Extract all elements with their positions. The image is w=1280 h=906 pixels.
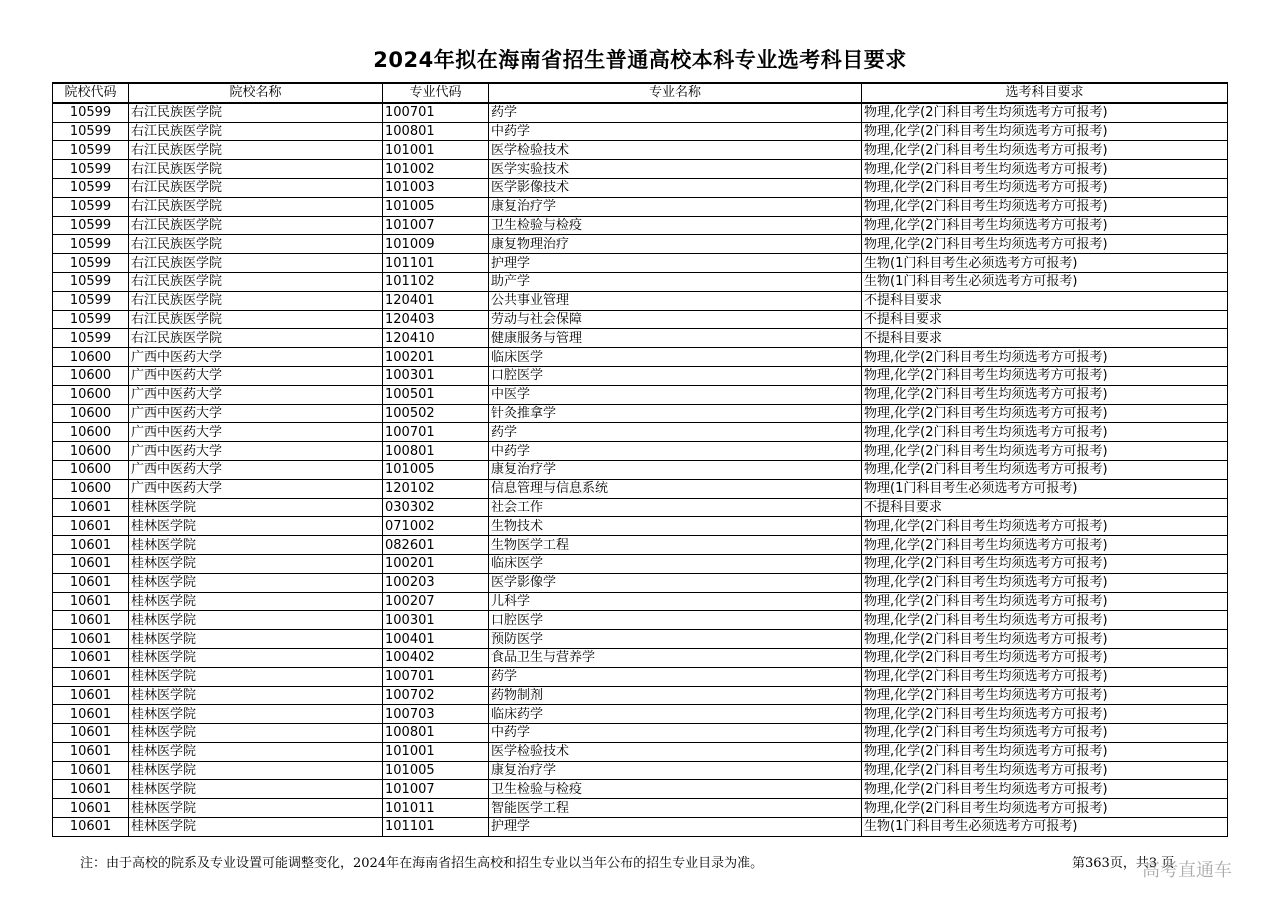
- major-code-cell: 100701: [383, 103, 489, 122]
- table-row: [53, 818, 1228, 837]
- school-code-cell: 10601: [53, 498, 129, 517]
- major-name-cell: 口腔医学: [489, 366, 862, 385]
- school-code-cell: 10600: [53, 385, 129, 404]
- major-name-cell: 社会工作: [489, 498, 862, 517]
- major-name-cell: 医学检验技术: [489, 141, 862, 160]
- school-name-cell: 桂林医学院: [129, 517, 383, 536]
- table-body: [53, 103, 1228, 837]
- major-name-cell: 中医学: [489, 385, 862, 404]
- requirement-cell: 物理,化学(2门科目考生均须选考方可报考): [862, 667, 1228, 686]
- table-row: [53, 573, 1228, 592]
- school-name-cell: 桂林医学院: [129, 554, 383, 573]
- school-code-cell: 10601: [53, 724, 129, 743]
- table-row: [53, 254, 1228, 273]
- major-code-cell: 100301: [383, 611, 489, 630]
- major-code-cell: 100401: [383, 630, 489, 649]
- school-code-cell: 10599: [53, 310, 129, 329]
- major-name-cell: 药学: [489, 667, 862, 686]
- table-row: [53, 686, 1228, 705]
- school-name-cell: 桂林医学院: [129, 630, 383, 649]
- school-name-cell: 右江民族医学院: [129, 197, 383, 216]
- major-code-cell: 101002: [383, 160, 489, 179]
- school-code-cell: 10601: [53, 517, 129, 536]
- school-code-cell: 10601: [53, 705, 129, 724]
- table-row: [53, 554, 1228, 573]
- school-code-cell: 10601: [53, 592, 129, 611]
- school-name-cell: 右江民族医学院: [129, 272, 383, 291]
- table-row: [53, 329, 1228, 348]
- major-name-cell: 药学: [489, 423, 862, 442]
- school-code-cell: 10601: [53, 667, 129, 686]
- major-name-cell: 信息管理与信息系统: [489, 479, 862, 498]
- requirement-cell: 物理,化学(2门科目考生均须选考方可报考): [862, 686, 1228, 705]
- major-name-cell: 康复治疗学: [489, 761, 862, 780]
- major-code-cell: 101005: [383, 761, 489, 780]
- major-name-cell: 劳动与社会保障: [489, 310, 862, 329]
- school-code-cell: 10600: [53, 404, 129, 423]
- table-row: [53, 272, 1228, 291]
- major-code-cell: 100301: [383, 366, 489, 385]
- table-row: [53, 648, 1228, 667]
- major-name-cell: 卫生检验与检疫: [489, 216, 862, 235]
- school-code-cell: 10600: [53, 460, 129, 479]
- requirement-cell: 不提科目要求: [862, 291, 1228, 310]
- requirement-cell: 物理,化学(2门科目考生均须选考方可报考): [862, 141, 1228, 160]
- school-code-cell: 10600: [53, 442, 129, 461]
- school-code-cell: 10599: [53, 272, 129, 291]
- requirement-cell: 物理,化学(2门科目考生均须选考方可报考): [862, 611, 1228, 630]
- school-name-cell: 桂林医学院: [129, 498, 383, 517]
- school-code-cell: 10601: [53, 686, 129, 705]
- major-code-cell: 100701: [383, 667, 489, 686]
- requirement-cell: 物理,化学(2门科目考生均须选考方可报考): [862, 122, 1228, 141]
- school-name-cell: 广西中医药大学: [129, 348, 383, 367]
- major-code-cell: 101003: [383, 178, 489, 197]
- school-name-cell: 广西中医药大学: [129, 404, 383, 423]
- school-code-cell: 10600: [53, 479, 129, 498]
- major-name-cell: 健康服务与管理: [489, 329, 862, 348]
- school-name-cell: 桂林医学院: [129, 742, 383, 761]
- major-code-cell: 100801: [383, 122, 489, 141]
- table-row: [53, 103, 1228, 122]
- major-name-cell: 卫生检验与检疫: [489, 780, 862, 799]
- table-row: [53, 536, 1228, 555]
- school-code-cell: 10599: [53, 141, 129, 160]
- school-name-cell: 桂林医学院: [129, 818, 383, 837]
- school-name-cell: 广西中医药大学: [129, 366, 383, 385]
- school-name-cell: 桂林医学院: [129, 705, 383, 724]
- requirement-cell: 物理,化学(2门科目考生均须选考方可报考): [862, 404, 1228, 423]
- school-code-cell: 10599: [53, 291, 129, 310]
- table-row: [53, 310, 1228, 329]
- table-row: [53, 216, 1228, 235]
- requirement-cell: 生物(1门科目考生必须选考方可报考): [862, 254, 1228, 273]
- school-code-cell: 10601: [53, 611, 129, 630]
- requirement-cell: 生物(1门科目考生必须选考方可报考): [862, 272, 1228, 291]
- school-code-cell: 10601: [53, 761, 129, 780]
- school-name-cell: 桂林医学院: [129, 592, 383, 611]
- table-row: [53, 592, 1228, 611]
- school-code-cell: 10601: [53, 554, 129, 573]
- major-name-cell: 中药学: [489, 442, 862, 461]
- table-row: [53, 667, 1228, 686]
- school-name-cell: 桂林医学院: [129, 780, 383, 799]
- major-name-cell: 临床药学: [489, 705, 862, 724]
- major-code-cell: 101011: [383, 799, 489, 818]
- requirement-cell: 不提科目要求: [862, 329, 1228, 348]
- school-code-cell: 10599: [53, 197, 129, 216]
- school-code-cell: 10599: [53, 216, 129, 235]
- school-name-cell: 桂林医学院: [129, 648, 383, 667]
- major-code-cell: 101001: [383, 141, 489, 160]
- page-title: 2024年拟在海南省招生普通高校本科专业选考科目要求: [373, 48, 907, 72]
- header-subject-requirement: 选考科目要求: [862, 83, 1228, 103]
- school-name-cell: 右江民族医学院: [129, 122, 383, 141]
- requirement-cell: 物理,化学(2门科目考生均须选考方可报考): [862, 705, 1228, 724]
- school-name-cell: 右江民族医学院: [129, 216, 383, 235]
- requirement-cell: 物理,化学(2门科目考生均须选考方可报考): [862, 648, 1228, 667]
- school-name-cell: 右江民族医学院: [129, 310, 383, 329]
- school-code-cell: 10601: [53, 573, 129, 592]
- school-code-cell: 10601: [53, 630, 129, 649]
- major-code-cell: 100701: [383, 423, 489, 442]
- major-name-cell: 药物制剂: [489, 686, 862, 705]
- major-code-cell: 100702: [383, 686, 489, 705]
- table-row: [53, 611, 1228, 630]
- school-name-cell: 广西中医药大学: [129, 479, 383, 498]
- major-name-cell: 中药学: [489, 122, 862, 141]
- footer-note: 注：由于高校的院系及专业设置可能调整变化，2024年在海南省招生高校和招生专业以当年公布的招生专业目录为准。: [80, 856, 764, 871]
- school-name-cell: 广西中医药大学: [129, 423, 383, 442]
- table-row: [53, 517, 1228, 536]
- school-name-cell: 右江民族医学院: [129, 141, 383, 160]
- major-name-cell: 药学: [489, 103, 862, 122]
- requirement-cell: 物理,化学(2门科目考生均须选考方可报考): [862, 592, 1228, 611]
- requirement-cell: 物理,化学(2门科目考生均须选考方可报考): [862, 724, 1228, 743]
- school-name-cell: 桂林医学院: [129, 611, 383, 630]
- major-code-cell: 082601: [383, 536, 489, 555]
- header-school-name: 院校名称: [129, 83, 383, 103]
- table-header-row: [53, 83, 1228, 103]
- major-code-cell: 100201: [383, 554, 489, 573]
- school-code-cell: 10599: [53, 160, 129, 179]
- header-school-code: 院校代码: [53, 83, 129, 103]
- requirement-cell: 物理,化学(2门科目考生均须选考方可报考): [862, 103, 1228, 122]
- requirement-cell: 物理,化学(2门科目考生均须选考方可报考): [862, 554, 1228, 573]
- major-code-cell: 120102: [383, 479, 489, 498]
- major-code-cell: 100801: [383, 724, 489, 743]
- school-name-cell: 广西中医药大学: [129, 385, 383, 404]
- major-code-cell: 100402: [383, 648, 489, 667]
- requirement-cell: 物理(1门科目考生必须选考方可报考): [862, 479, 1228, 498]
- requirement-cell: 物理,化学(2门科目考生均须选考方可报考): [862, 799, 1228, 818]
- major-name-cell: 公共事业管理: [489, 291, 862, 310]
- major-code-cell: 101005: [383, 197, 489, 216]
- table-row: [53, 122, 1228, 141]
- table-row: [53, 348, 1228, 367]
- requirement-cell: 物理,化学(2门科目考生均须选考方可报考): [862, 460, 1228, 479]
- table-row: [53, 178, 1228, 197]
- major-code-cell: 071002: [383, 517, 489, 536]
- school-code-cell: 10599: [53, 122, 129, 141]
- requirement-cell: 物理,化学(2门科目考生均须选考方可报考): [862, 423, 1228, 442]
- major-code-cell: 120403: [383, 310, 489, 329]
- table-row: [53, 799, 1228, 818]
- table-row: [53, 442, 1228, 461]
- requirement-cell: 物理,化学(2门科目考生均须选考方可报考): [862, 573, 1228, 592]
- major-name-cell: 医学影像技术: [489, 178, 862, 197]
- major-code-cell: 101001: [383, 742, 489, 761]
- requirement-cell: 物理,化学(2门科目考生均须选考方可报考): [862, 160, 1228, 179]
- major-code-cell: 101101: [383, 818, 489, 837]
- major-name-cell: 食品卫生与营养学: [489, 648, 862, 667]
- school-name-cell: 广西中医药大学: [129, 442, 383, 461]
- major-code-cell: 100502: [383, 404, 489, 423]
- major-code-cell: 120401: [383, 291, 489, 310]
- table-row: [53, 366, 1228, 385]
- table-row: [53, 498, 1228, 517]
- major-name-cell: 护理学: [489, 818, 862, 837]
- requirement-cell: 物理,化学(2门科目考生均须选考方可报考): [862, 742, 1228, 761]
- requirement-cell: 物理,化学(2门科目考生均须选考方可报考): [862, 178, 1228, 197]
- requirement-cell: 物理,化学(2门科目考生均须选考方可报考): [862, 630, 1228, 649]
- requirement-cell: 物理,化学(2门科目考生均须选考方可报考): [862, 385, 1228, 404]
- school-name-cell: 右江民族医学院: [129, 329, 383, 348]
- requirement-cell: 物理,化学(2门科目考生均须选考方可报考): [862, 517, 1228, 536]
- major-code-cell: 100207: [383, 592, 489, 611]
- school-code-cell: 10600: [53, 423, 129, 442]
- major-name-cell: 生物医学工程: [489, 536, 862, 555]
- table-row: [53, 235, 1228, 254]
- school-code-cell: 10599: [53, 329, 129, 348]
- table-row: [53, 291, 1228, 310]
- table-row: [53, 385, 1228, 404]
- table-row: [53, 630, 1228, 649]
- major-code-cell: 101009: [383, 235, 489, 254]
- table-row: [53, 724, 1228, 743]
- school-name-cell: 桂林医学院: [129, 799, 383, 818]
- school-code-cell: 10601: [53, 799, 129, 818]
- school-code-cell: 10599: [53, 103, 129, 122]
- requirement-cell: 物理,化学(2门科目考生均须选考方可报考): [862, 442, 1228, 461]
- requirement-cell: 物理,化学(2门科目考生均须选考方可报考): [862, 235, 1228, 254]
- school-name-cell: 桂林医学院: [129, 686, 383, 705]
- major-code-cell: 100201: [383, 348, 489, 367]
- school-code-cell: 10599: [53, 254, 129, 273]
- school-name-cell: 桂林医学院: [129, 573, 383, 592]
- page-number: 第363页，共3 页: [1072, 856, 1175, 871]
- major-name-cell: 康复物理治疗: [489, 235, 862, 254]
- major-code-cell: 100801: [383, 442, 489, 461]
- major-name-cell: 医学检验技术: [489, 742, 862, 761]
- school-name-cell: 桂林医学院: [129, 761, 383, 780]
- school-name-cell: 右江民族医学院: [129, 254, 383, 273]
- major-name-cell: 中药学: [489, 724, 862, 743]
- table-row: [53, 423, 1228, 442]
- major-name-cell: 预防医学: [489, 630, 862, 649]
- major-code-cell: 101007: [383, 216, 489, 235]
- school-code-cell: 10601: [53, 648, 129, 667]
- school-name-cell: 右江民族医学院: [129, 160, 383, 179]
- major-code-cell: 101102: [383, 272, 489, 291]
- school-name-cell: 桂林医学院: [129, 536, 383, 555]
- school-code-cell: 10601: [53, 818, 129, 837]
- school-code-cell: 10599: [53, 178, 129, 197]
- major-code-cell: 101005: [383, 460, 489, 479]
- school-code-cell: 10600: [53, 366, 129, 385]
- requirement-cell: 物理,化学(2门科目考生均须选考方可报考): [862, 780, 1228, 799]
- school-code-cell: 10599: [53, 235, 129, 254]
- requirement-cell: 物理,化学(2门科目考生均须选考方可报考): [862, 761, 1228, 780]
- table-row: [53, 705, 1228, 724]
- school-name-cell: 右江民族医学院: [129, 178, 383, 197]
- requirement-cell: 物理,化学(2门科目考生均须选考方可报考): [862, 216, 1228, 235]
- major-code-cell: 030302: [383, 498, 489, 517]
- major-name-cell: 医学影像学: [489, 573, 862, 592]
- major-name-cell: 医学实验技术: [489, 160, 862, 179]
- school-name-cell: 右江民族医学院: [129, 235, 383, 254]
- table-row: [53, 479, 1228, 498]
- school-code-cell: 10601: [53, 742, 129, 761]
- major-name-cell: 儿科学: [489, 592, 862, 611]
- requirement-cell: 物理,化学(2门科目考生均须选考方可报考): [862, 197, 1228, 216]
- major-name-cell: 智能医学工程: [489, 799, 862, 818]
- table-row: [53, 404, 1228, 423]
- requirement-cell: 物理,化学(2门科目考生均须选考方可报考): [862, 366, 1228, 385]
- table-row: [53, 460, 1228, 479]
- major-name-cell: 康复治疗学: [489, 197, 862, 216]
- requirement-cell: 不提科目要求: [862, 310, 1228, 329]
- table-row: [53, 197, 1228, 216]
- major-name-cell: 临床医学: [489, 348, 862, 367]
- major-code-cell: 101007: [383, 780, 489, 799]
- school-code-cell: 10600: [53, 348, 129, 367]
- school-code-cell: 10601: [53, 780, 129, 799]
- table-row: [53, 761, 1228, 780]
- table-row: [53, 141, 1228, 160]
- major-name-cell: 护理学: [489, 254, 862, 273]
- school-name-cell: 桂林医学院: [129, 667, 383, 686]
- major-name-cell: 口腔医学: [489, 611, 862, 630]
- requirement-cell: 物理,化学(2门科目考生均须选考方可报考): [862, 348, 1228, 367]
- major-code-cell: 100501: [383, 385, 489, 404]
- major-name-cell: 助产学: [489, 272, 862, 291]
- requirement-cell: 物理,化学(2门科目考生均须选考方可报考): [862, 536, 1228, 555]
- major-code-cell: 100703: [383, 705, 489, 724]
- major-code-cell: 100203: [383, 573, 489, 592]
- requirement-cell: 生物(1门科目考生必须选考方可报考): [862, 818, 1228, 837]
- watermark: 高考直通车: [1142, 860, 1232, 881]
- school-name-cell: 右江民族医学院: [129, 291, 383, 310]
- header-major-code: 专业代码: [383, 83, 489, 103]
- header-major-name: 专业名称: [489, 83, 862, 103]
- major-name-cell: 针灸推拿学: [489, 404, 862, 423]
- major-name-cell: 临床医学: [489, 554, 862, 573]
- school-name-cell: 桂林医学院: [129, 724, 383, 743]
- major-code-cell: 120410: [383, 329, 489, 348]
- subject-requirements-table: [52, 82, 1228, 837]
- school-code-cell: 10601: [53, 536, 129, 555]
- school-name-cell: 右江民族医学院: [129, 103, 383, 122]
- major-name-cell: 生物技术: [489, 517, 862, 536]
- table-row: [53, 160, 1228, 179]
- table-row: [53, 780, 1228, 799]
- table-row: [53, 742, 1228, 761]
- school-name-cell: 广西中医药大学: [129, 460, 383, 479]
- requirement-cell: 不提科目要求: [862, 498, 1228, 517]
- major-code-cell: 101101: [383, 254, 489, 273]
- major-name-cell: 康复治疗学: [489, 460, 862, 479]
